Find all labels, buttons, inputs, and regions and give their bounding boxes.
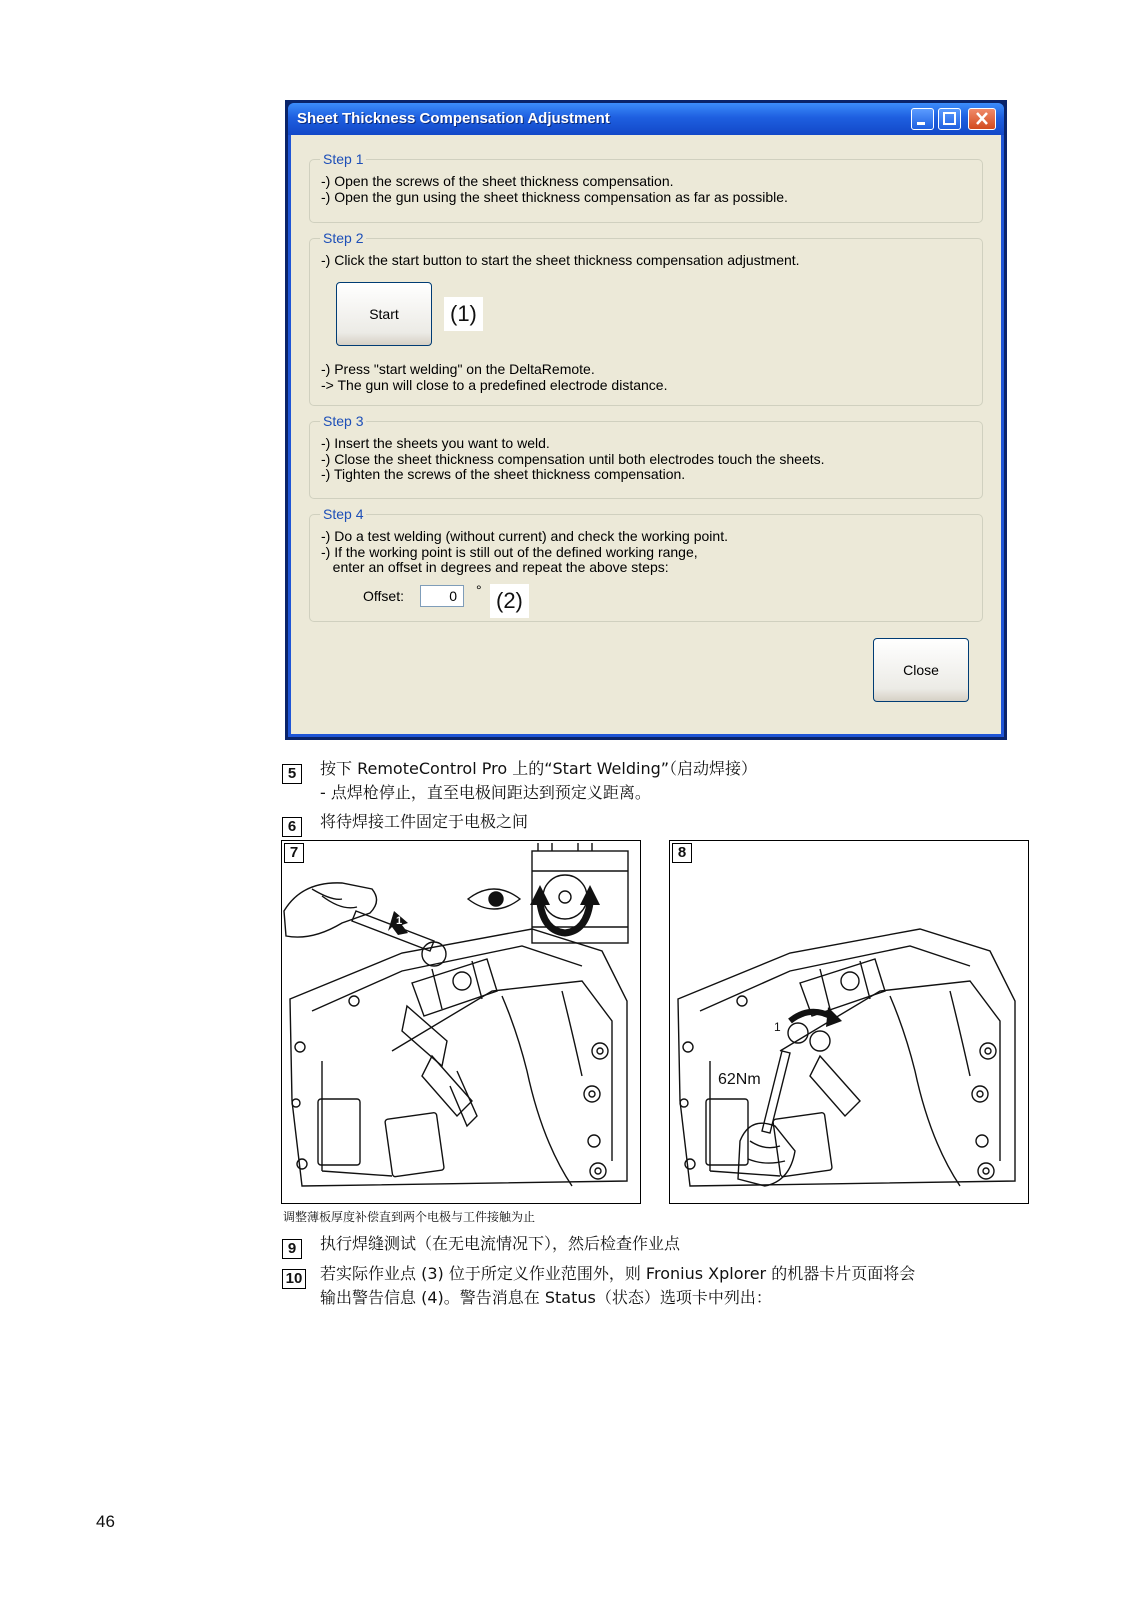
step4-line: enter an offset in degrees and repeat the above steps:: [321, 559, 669, 575]
step4-line: -) If the working point is still out of the defined working range,: [321, 544, 698, 560]
minimize-icon: [912, 109, 933, 129]
step1-line: -) Open the gun using the sheet thickness compensation as far as possible.: [321, 189, 788, 205]
step2-group: [309, 230, 983, 406]
step10-text: 若实际作业点 (3) 位于所定义作业范围外，则 Fronius Xplorer 的机器卡片页面将会: [320, 1264, 916, 1283]
step10-text: 输出警告信息 (4)。警告消息在 Status（状态）选项卡中列出：: [320, 1288, 772, 1307]
step3-line: -) Close the sheet thickness compensation until both electrodes touch the sheets.: [321, 451, 825, 467]
step2-instruction: -) Click the start button to start the sheet thickness compensation adjustment.: [321, 252, 800, 268]
step2-instruction: -) Press "start welding" on the DeltaRemote.: [321, 361, 595, 377]
close-icon: [969, 109, 995, 129]
step3-legend: Step 3: [320, 413, 366, 429]
step2-legend: Step 2: [320, 230, 366, 246]
offset-label: Offset:: [363, 588, 404, 604]
step3-line: -) Tighten the screws of the sheet thickness compensation.: [321, 466, 686, 482]
close-window-button[interactable]: [968, 108, 996, 130]
torque-label: 62Nm: [718, 1071, 761, 1088]
step3-group: [309, 413, 983, 499]
callout-2: (2): [490, 584, 529, 618]
page-number: 46: [96, 1512, 115, 1531]
step5-text: 按下 RemoteControl Pro 上的“Start Welding”（启动焊接）: [320, 759, 758, 778]
figure-8-marker: 1: [774, 1020, 781, 1034]
step1-group: [309, 151, 983, 223]
step4-line: -) Do a test welding (without current) and check the working point.: [321, 528, 728, 544]
step-number: 9: [282, 1239, 302, 1259]
step-number: 6: [282, 817, 302, 837]
offset-input[interactable]: [420, 585, 464, 607]
dialog-client-area: [291, 135, 1001, 734]
close-button[interactable]: Close: [873, 638, 969, 702]
dialog-title: Sheet Thickness Compensation Adjustment: [297, 110, 610, 127]
step3-line: -) Insert the sheets you want to weld.: [321, 435, 550, 451]
figure-7-illustration: [282, 841, 639, 1202]
figure-7-marker: 1: [396, 915, 403, 927]
step1-legend: Step 1: [320, 151, 366, 167]
figure-caption: 调整薄板厚度补偿直到两个电极与工件接触为止: [283, 1210, 536, 1224]
dialog-window: [285, 100, 1007, 740]
step5-subtext: - 点焊枪停止，直至电极间距达到预定义距离。: [320, 783, 651, 802]
step2-instruction: -> The gun will close to a predefined electrode distance.: [321, 377, 668, 393]
step4-group: [309, 506, 983, 622]
step1-line: -) Open the screws of the sheet thickness compensation.: [321, 173, 674, 189]
start-button[interactable]: Start: [336, 282, 432, 346]
step-number: 5: [282, 764, 302, 784]
step9-text: 执行焊缝测试（在无电流情况下），然后检查作业点: [320, 1234, 681, 1253]
callout-1: (1): [444, 297, 483, 331]
step4-legend: Step 4: [320, 506, 366, 522]
maximize-button[interactable]: [938, 108, 961, 130]
step-number: 8: [672, 843, 692, 863]
figure-7: [281, 840, 641, 1204]
step-number: 10: [282, 1269, 306, 1289]
step-number: 7: [284, 843, 304, 863]
title-bar[interactable]: [288, 103, 1004, 135]
minimize-button[interactable]: [911, 108, 934, 130]
step6-text: 将待焊接工件固定于电极之间: [320, 812, 529, 831]
figure-8: [669, 840, 1029, 1204]
figure-8-illustration: [670, 841, 1027, 1202]
maximize-icon: [939, 109, 960, 129]
degree-symbol: °: [476, 582, 482, 598]
